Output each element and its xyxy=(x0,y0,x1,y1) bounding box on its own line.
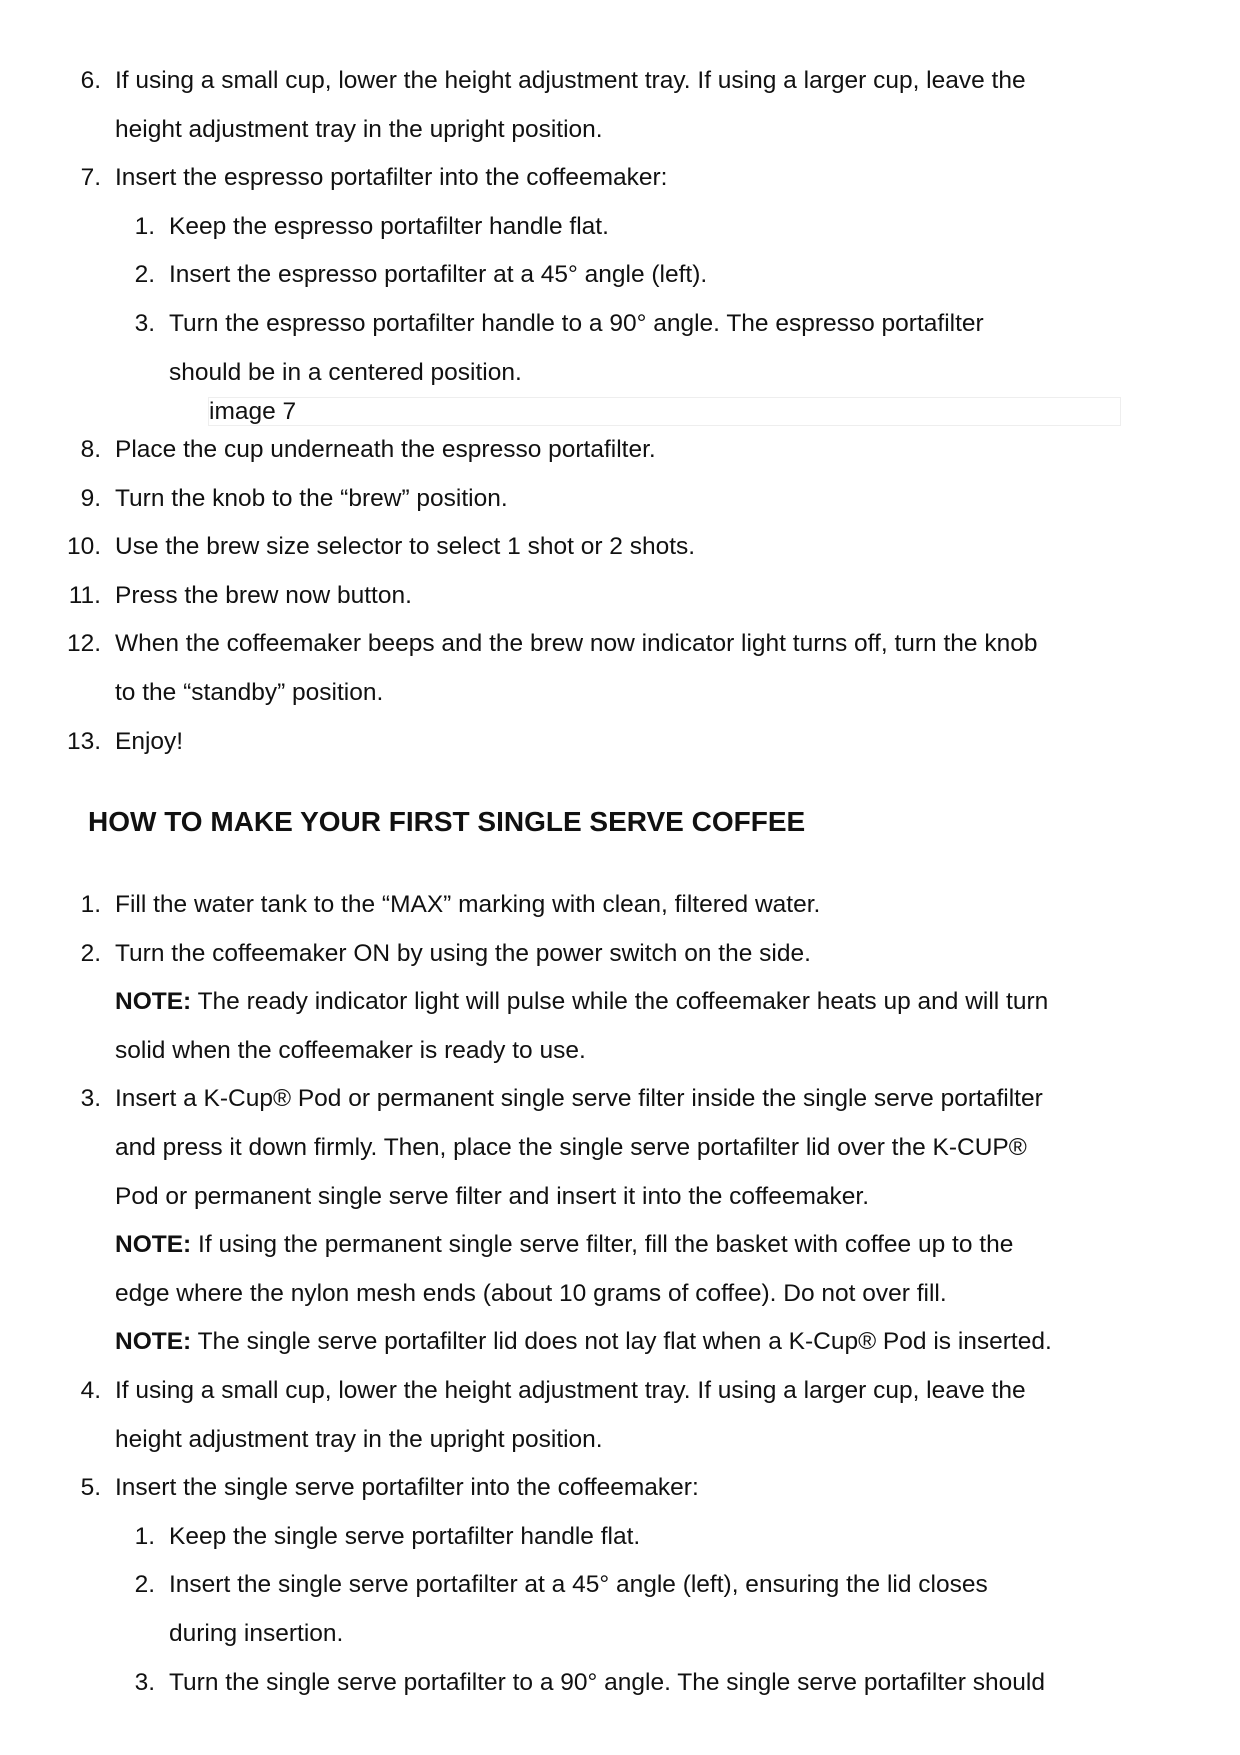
item-number: 4. xyxy=(80,1377,101,1404)
item-number: 11. xyxy=(68,581,101,609)
note-body: solid when the coffeemaker is ready to use. xyxy=(115,1036,586,1064)
item-text: Place the cup underneath the espresso portafilter. xyxy=(115,436,656,463)
item-text: Turn the espresso portafilter handle to a 90° angle. The espresso portafilter xyxy=(169,310,984,337)
section-heading: HOW TO MAKE YOUR FIRST SINGLE SERVE COFFEE xyxy=(88,806,806,837)
item-text: Pod or permanent single serve filter and insert it into the coffeemaker. xyxy=(115,1182,870,1210)
item-number: 8. xyxy=(80,436,101,463)
note-text xyxy=(115,1270,947,1318)
item-text: Turn the single serve portafilter to a 90° angle. The single serve portafilter should xyxy=(169,1668,1045,1696)
item-text: Turn the knob to the “brew” position. xyxy=(115,484,508,512)
item-number: 1. xyxy=(134,1522,155,1550)
item-number: 9. xyxy=(80,484,101,512)
item-text: to the “standby” position. xyxy=(115,679,384,706)
image-placeholder xyxy=(208,397,1121,426)
item-text: Insert the single serve portafilter into the coffeemaker: xyxy=(115,1474,699,1502)
item-text: and press it down firmly. Then, place the single serve portafilter lid over the K-CUP® xyxy=(115,1134,1027,1161)
image-caption: image 7 xyxy=(209,398,297,425)
item-text: Keep the single serve portafilter handle flat. xyxy=(169,1522,641,1550)
item-text: during insertion. xyxy=(169,1620,344,1647)
note-text xyxy=(115,1027,586,1075)
item-number: 12. xyxy=(66,630,101,658)
item-number: 10. xyxy=(66,533,101,561)
note-text xyxy=(115,978,1048,1026)
item-text: Press the brew now button. xyxy=(115,581,412,609)
item-text: should be in a centered position. xyxy=(169,358,522,386)
item-text: When the coffeemaker beeps and the brew now indicator light turns off, turn the knob xyxy=(115,630,1038,658)
note-body: If using the permanent single serve filter, fill the basket with coffee up to the xyxy=(191,1231,1014,1259)
note-label: NOTE: xyxy=(115,1328,192,1356)
item-text: Fill the water tank to the “MAX” marking with clean, filtered water. xyxy=(115,891,821,918)
item-number: 2. xyxy=(134,1571,155,1599)
item-number: 13. xyxy=(66,727,101,755)
item-text: height adjustment tray in the upright position. xyxy=(115,1425,603,1453)
item-number: 5. xyxy=(80,1474,101,1502)
note-body: edge where the nylon mesh ends (about 10 grams of coffee). Do not over fill. xyxy=(115,1279,947,1307)
note-text xyxy=(115,1318,1052,1366)
note-body: The single serve portafilter lid does not lay flat when a K-Cup® Pod is inserted. xyxy=(191,1328,1052,1356)
item-text: Insert the single serve portafilter at a 45° angle (left), ensuring the lid closes xyxy=(169,1571,988,1599)
item-text: If using a small cup, lower the height adjustment tray. If using a larger cup, leave the xyxy=(115,1377,1026,1404)
note-body: The ready indicator light will pulse while the coffeemaker heats up and will turn xyxy=(191,988,1049,1016)
item-text: Enjoy! xyxy=(115,727,184,755)
item-number: 1. xyxy=(80,891,101,918)
item-number: 6. xyxy=(80,67,101,94)
item-text: Keep the espresso portafilter handle flat. xyxy=(169,212,609,240)
note-label: NOTE: xyxy=(115,988,192,1016)
item-text: Turn the coffeemaker ON by using the power switch on the side. xyxy=(115,939,811,967)
item-text: Use the brew size selector to select 1 shot or 2 shots. xyxy=(115,533,696,561)
item-text: Insert a K-Cup® Pod or permanent single serve filter inside the single serve portafilter xyxy=(115,1085,1043,1113)
item-text: If using a small cup, lower the height adjustment tray. If using a larger cup, leave the xyxy=(115,67,1026,94)
item-text: Insert the espresso portafilter at a 45° angle (left). xyxy=(169,261,708,289)
item-number: 2. xyxy=(134,261,155,289)
item-number: 2. xyxy=(80,939,101,967)
item-number: 3. xyxy=(134,310,155,337)
item-number: 1. xyxy=(134,212,155,240)
item-number: 3. xyxy=(80,1085,101,1113)
item-number: 7. xyxy=(80,164,101,192)
item-text: Insert the espresso portafilter into the coffeemaker: xyxy=(115,164,668,192)
note-text xyxy=(115,1221,1013,1269)
item-number: 3. xyxy=(134,1668,155,1696)
note-label: NOTE: xyxy=(115,1231,192,1259)
item-text: height adjustment tray in the upright position. xyxy=(115,115,603,143)
